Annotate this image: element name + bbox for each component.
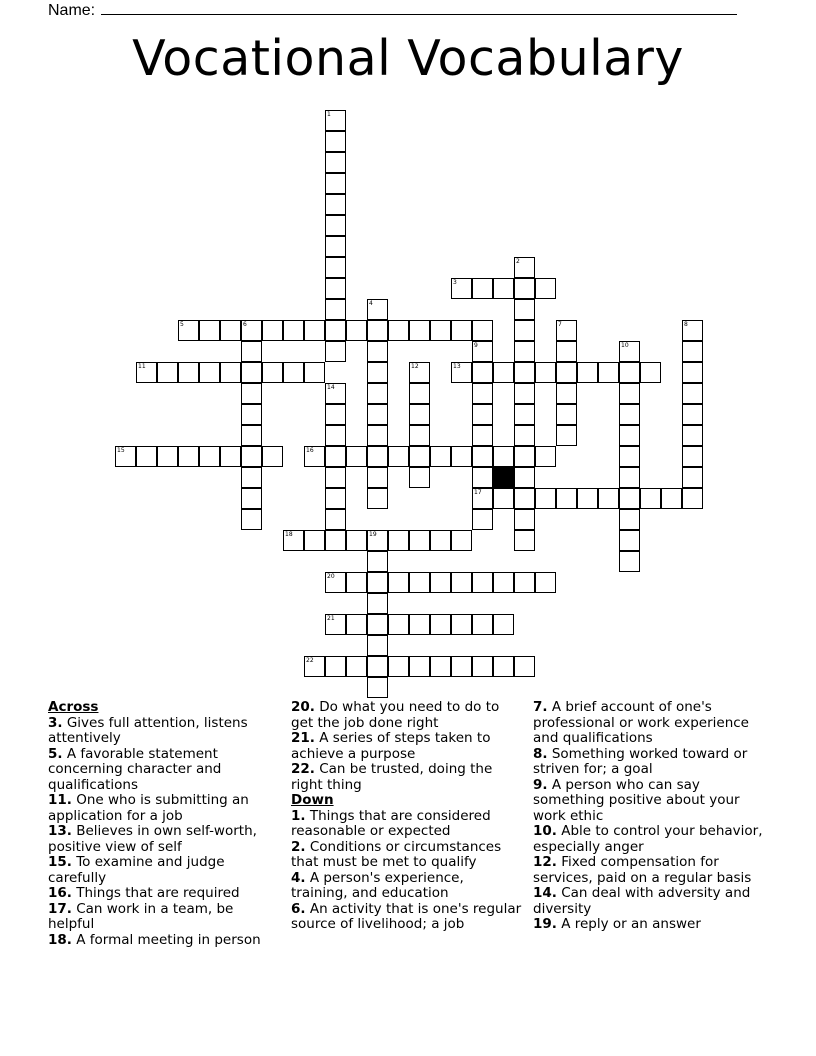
crossword-cell[interactable] [136,446,157,467]
crossword-cell[interactable] [367,299,388,320]
clue-down-9: 9. A person who can say something positive about your work ethic [533,776,740,824]
crossword-cell[interactable] [514,656,535,677]
crossword-cell[interactable] [682,446,703,467]
crossword-cell[interactable] [430,320,451,341]
crossword-cell[interactable] [241,341,262,362]
puzzle-title: Vocational Vocabulary [132,30,684,87]
crossword-cell[interactable] [241,404,262,425]
crossword-cell[interactable] [241,362,262,383]
crossword-cell[interactable] [661,488,682,509]
crossword-shaded-cell [493,467,514,488]
clue-column-1 [48,700,278,948]
crossword-cell[interactable] [619,530,640,551]
crossword-cell[interactable] [367,677,388,698]
crossword-cell[interactable] [514,530,535,551]
clue-down-1: 1. Things that are considered reasonable or expected [291,807,491,839]
crossword-cell[interactable] [346,572,367,593]
crossword-cell[interactable] [619,383,640,404]
crossword-cell[interactable] [325,572,346,593]
crossword-cell[interactable] [514,257,535,278]
crossword-cell[interactable] [451,530,472,551]
crossword-cell[interactable] [304,362,325,383]
crossword-cell[interactable] [409,362,430,383]
crossword-cell[interactable] [262,362,283,383]
crossword-cell[interactable] [367,614,388,635]
crossword-cell[interactable] [388,572,409,593]
crossword-cell[interactable] [325,341,346,362]
crossword-cell[interactable] [157,446,178,467]
crossword-cell[interactable] [640,488,661,509]
clue-down-7: 7. A brief account of one's professional or work experience and qualifications [533,699,749,746]
crossword-cell[interactable] [472,320,493,341]
clue-number: 9 [474,342,478,349]
crossword-cell[interactable] [556,425,577,446]
crossword-cell[interactable] [514,383,535,404]
clue-across-20: 20. Do what you need to do to get the job done right [291,699,500,731]
crossword-cell[interactable] [325,257,346,278]
crossword-cell[interactable] [220,320,241,341]
crossword-cell[interactable] [493,656,514,677]
crossword-cell[interactable] [367,635,388,656]
crossword-cell[interactable] [472,488,493,509]
clue-down-2: 2. Conditions or circumstances that must be met to qualify [291,838,502,870]
crossword-cell[interactable] [619,404,640,425]
crossword-cell[interactable] [325,215,346,236]
crossword-cell[interactable] [619,362,640,383]
crossword-cell[interactable] [241,425,262,446]
crossword-cell[interactable] [346,656,367,677]
crossword-cell[interactable] [514,467,535,488]
crossword-cell[interactable] [472,404,493,425]
crossword-cell[interactable] [367,593,388,614]
crossword-cell[interactable] [325,131,346,152]
clue-number: 17 [474,489,482,496]
clue-number: 16 [306,447,314,454]
clue-down-8: 8. Something worked toward or striven for; a goal [533,745,748,777]
crossword-cell[interactable] [367,341,388,362]
crossword-cell[interactable] [325,530,346,551]
clue-number: 18 [285,531,293,538]
crossword-cell[interactable] [346,530,367,551]
clue-down-6: 6. An activity that is one's regular source of livelihood; a job [291,900,522,932]
crossword-cell[interactable] [514,404,535,425]
crossword-cell[interactable] [451,446,472,467]
clue-number: 10 [621,342,629,349]
clue-down-14: 14. Can deal with adversity and diversity [533,885,751,917]
clue-across-13: 13. Believes in own self-worth, positive view of self [48,823,257,855]
crossword-cell[interactable] [493,278,514,299]
crossword-cell[interactable] [241,446,262,467]
crossword-cell[interactable] [556,341,577,362]
crossword-cell[interactable] [325,425,346,446]
clue-number: 11 [138,363,146,370]
crossword-cell[interactable] [409,530,430,551]
down-heading: Down [291,792,334,808]
crossword-cell[interactable] [409,446,430,467]
crossword-cell[interactable] [388,614,409,635]
crossword-cell[interactable] [136,362,157,383]
clue-number: 19 [369,531,377,538]
crossword-cell[interactable] [619,488,640,509]
crossword-cell[interactable] [535,488,556,509]
crossword-cell[interactable] [367,320,388,341]
crossword-cell[interactable] [262,320,283,341]
crossword-cell[interactable] [514,341,535,362]
crossword-cell[interactable] [472,656,493,677]
across-heading: Across [48,699,99,715]
clue-column-3 [533,700,773,933]
crossword-cell[interactable] [619,551,640,572]
crossword-cell[interactable] [472,572,493,593]
crossword-cell[interactable] [514,299,535,320]
crossword-cell[interactable] [472,278,493,299]
crossword-cell[interactable] [367,425,388,446]
crossword-cell[interactable] [178,446,199,467]
crossword-cell[interactable] [409,572,430,593]
crossword-cell[interactable] [367,362,388,383]
clue-number: 7 [558,321,562,328]
clue-across-15: 15. To examine and judge carefully [48,854,225,886]
crossword-cell[interactable] [514,509,535,530]
crossword-cell[interactable] [409,467,430,488]
crossword-cell[interactable] [325,278,346,299]
clue-across-17: 17. Can work in a team, be helpful [48,900,234,932]
clue-across-22: 22. Can be trusted, doing the right thing [291,761,493,793]
clue-number: 20 [327,573,335,580]
clue-number: 1 [327,111,331,118]
crossword-cell[interactable] [619,467,640,488]
crossword-cell[interactable] [682,488,703,509]
crossword-cell[interactable] [283,530,304,551]
clue-number: 5 [180,321,184,328]
clue-number: 2 [516,258,520,265]
crossword-cell[interactable] [241,488,262,509]
clue-across-5: 5. A favorable statement concerning character and qualifications [48,745,222,793]
crossword-cell[interactable] [535,446,556,467]
crossword-cell[interactable] [430,614,451,635]
crossword-cell[interactable] [241,509,262,530]
crossword-cell[interactable] [409,320,430,341]
crossword-cell[interactable] [367,404,388,425]
crossword-cell[interactable] [493,488,514,509]
crossword-cell[interactable] [409,656,430,677]
crossword-cell[interactable] [514,425,535,446]
crossword-cell[interactable] [535,572,556,593]
crossword-cell[interactable] [241,383,262,404]
clue-across-21: 21. A series of steps taken to achieve a purpose [291,730,491,762]
crossword-cell[interactable] [514,488,535,509]
clue-number: 14 [327,384,335,391]
crossword-cell[interactable] [472,509,493,530]
crossword-cell[interactable] [409,614,430,635]
clue-down-12: 12. Fixed compensation for services, paid on a regular basis [533,854,752,886]
crossword-cell[interactable] [262,446,283,467]
crossword-cell[interactable] [514,362,535,383]
crossword-cell[interactable] [346,614,367,635]
crossword-cell[interactable] [514,320,535,341]
clue-across-18: 18. A formal meeting in person [48,931,261,948]
crossword-cell[interactable] [283,362,304,383]
crossword-cell[interactable] [367,446,388,467]
crossword-cell[interactable] [409,383,430,404]
crossword-cell[interactable] [472,614,493,635]
crossword-cell[interactable] [451,320,472,341]
crossword-cell[interactable] [388,530,409,551]
crossword-cell[interactable] [451,362,472,383]
clue-number: 13 [453,363,461,370]
name-label: Name: [48,2,96,19]
crossword-cell[interactable] [325,110,346,131]
crossword-cell[interactable] [682,383,703,404]
crossword-cell[interactable] [388,320,409,341]
crossword-cell[interactable] [304,656,325,677]
clue-number: 6 [243,321,247,328]
crossword-cell[interactable] [535,362,556,383]
crossword-cell[interactable] [325,383,346,404]
crossword-cell[interactable] [682,404,703,425]
clue-number: 3 [453,279,457,286]
crossword-cell[interactable] [430,530,451,551]
crossword-cell[interactable] [199,362,220,383]
crossword-cell[interactable] [430,656,451,677]
crossword-cell[interactable] [199,320,220,341]
crossword-cell[interactable] [157,362,178,383]
crossword-cell[interactable] [220,446,241,467]
crossword-cell[interactable] [493,446,514,467]
crossword-cell[interactable] [367,383,388,404]
crossword-cell[interactable] [220,362,241,383]
crossword-cell[interactable] [304,320,325,341]
crossword-cell[interactable] [178,362,199,383]
crossword-cell[interactable] [325,446,346,467]
crossword-cell[interactable] [325,467,346,488]
crossword-cell[interactable] [619,509,640,530]
crossword-cell[interactable] [640,362,661,383]
clue-number: 8 [684,321,688,328]
crossword-cell[interactable] [556,320,577,341]
crossword-cell[interactable] [682,362,703,383]
crossword-cell[interactable] [241,320,262,341]
crossword-cell[interactable] [472,446,493,467]
crossword-cell[interactable] [493,362,514,383]
crossword-cell[interactable] [367,530,388,551]
crossword-cell[interactable] [556,488,577,509]
crossword-cell[interactable] [430,446,451,467]
crossword-cell[interactable] [367,572,388,593]
crossword-cell[interactable] [472,341,493,362]
crossword-cell[interactable] [451,278,472,299]
crossword-cell[interactable] [472,362,493,383]
clue-column-2 [291,700,523,933]
crossword-cell[interactable] [325,173,346,194]
crossword-cell[interactable] [325,404,346,425]
crossword-cell[interactable] [115,446,136,467]
crossword-cell[interactable] [556,404,577,425]
crossword-cell[interactable] [409,404,430,425]
clue-down-4: 4. A person's experience, training, and education [291,869,464,901]
crossword-cell[interactable] [325,614,346,635]
crossword-cell[interactable] [325,656,346,677]
crossword-cell[interactable] [304,530,325,551]
crossword-cell[interactable] [346,446,367,467]
clue-down-19: 19. A reply or an answer [533,916,701,932]
crossword-cell[interactable] [514,572,535,593]
crossword-cell[interactable] [451,572,472,593]
crossword-cell[interactable] [283,320,304,341]
crossword-cell[interactable] [472,383,493,404]
crossword-cell[interactable] [682,320,703,341]
clue-number: 22 [306,657,314,664]
crossword-cell[interactable] [325,488,346,509]
crossword-cell[interactable] [598,488,619,509]
crossword-cell[interactable] [577,362,598,383]
crossword-cell[interactable] [367,551,388,572]
clue-across-3: 3. Gives full attention, listens attentively [48,714,248,746]
crossword-cell[interactable] [493,572,514,593]
crossword-cell[interactable] [682,425,703,446]
crossword-cell[interactable] [325,320,346,341]
crossword-cell[interactable] [199,446,220,467]
crossword-cell[interactable] [619,446,640,467]
crossword-cell[interactable] [409,425,430,446]
crossword-cell[interactable] [388,656,409,677]
crossword-cell[interactable] [556,383,577,404]
crossword-cell[interactable] [241,467,262,488]
crossword-cell[interactable] [556,362,577,383]
crossword-cell[interactable] [325,236,346,257]
clue-across-11: 11. One who is submitting an application for a job [48,792,249,824]
crossword-cell[interactable] [472,467,493,488]
crossword-cell[interactable] [178,320,199,341]
crossword-cell[interactable] [325,152,346,173]
clue-number: 15 [117,447,125,454]
clue-number: 4 [369,300,373,307]
crossword-cell[interactable] [367,467,388,488]
crossword-cell[interactable] [682,467,703,488]
crossword-cell[interactable] [325,509,346,530]
crossword-cell[interactable] [367,488,388,509]
crossword-cell[interactable] [514,446,535,467]
crossword-cell[interactable] [304,446,325,467]
crossword-cell[interactable] [493,614,514,635]
crossword-cell[interactable] [430,572,451,593]
crossword-cell[interactable] [451,614,472,635]
crossword-cell[interactable] [682,341,703,362]
clue-number: 12 [411,363,419,370]
clue-across-16: 16. Things that are required [48,885,240,901]
crossword-cell[interactable] [451,656,472,677]
crossword-cell[interactable] [325,194,346,215]
crossword-cell[interactable] [535,278,556,299]
crossword-cell[interactable] [598,362,619,383]
crossword-cell[interactable] [346,320,367,341]
crossword-cell[interactable] [472,425,493,446]
crossword-cell[interactable] [577,488,598,509]
clue-number: 21 [327,615,335,622]
crossword-cell[interactable] [619,425,640,446]
crossword-cell[interactable] [388,446,409,467]
crossword-cell[interactable] [325,299,346,320]
crossword-cell[interactable] [514,278,535,299]
crossword-cell[interactable] [367,656,388,677]
crossword-cell[interactable] [619,341,640,362]
clue-down-10: 10. Able to control your behavior, especially anger [533,823,763,855]
